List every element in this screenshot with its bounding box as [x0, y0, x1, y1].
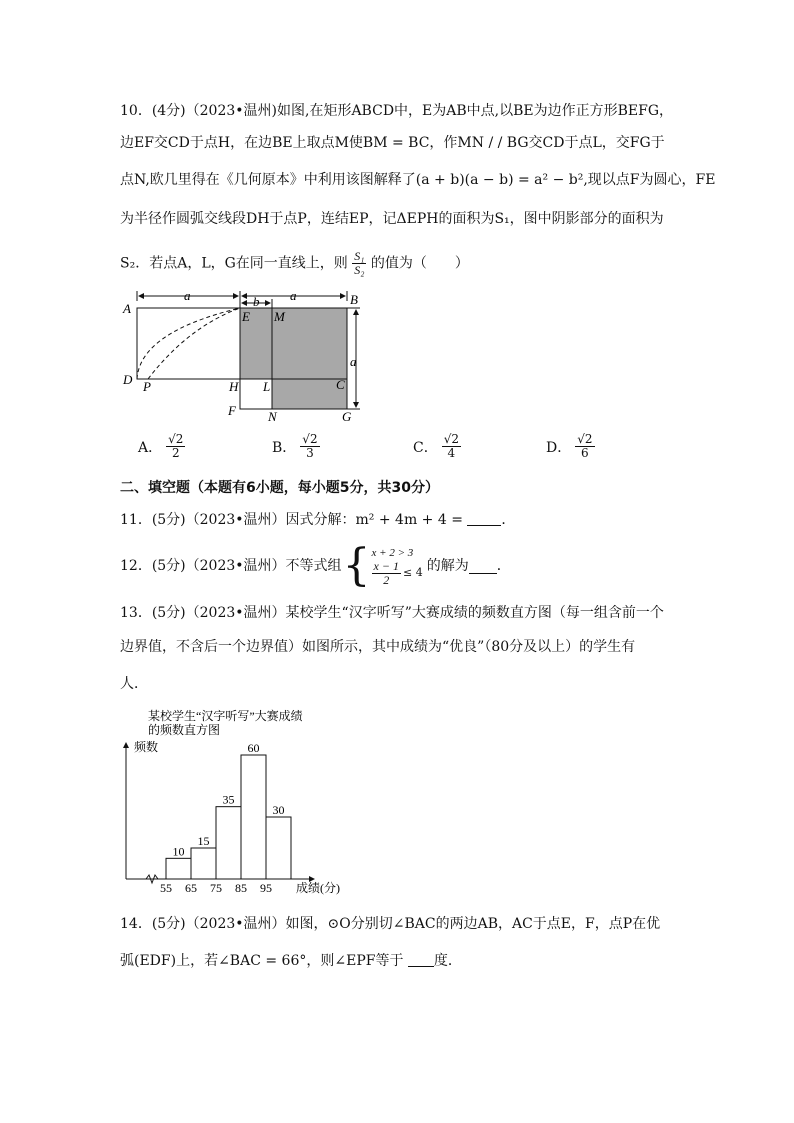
- q10-line5-text: S₂．若点A，L，G在同一直线上，则: [120, 255, 348, 272]
- option-c-frac: $\frac{√2}{4}$: [443, 432, 459, 460]
- option-d-frac: $\frac{√2}{6}$: [577, 432, 593, 460]
- x-tick-label: 85: [235, 881, 247, 895]
- label-a-top1: a: [184, 288, 191, 303]
- bar-65: [191, 848, 216, 879]
- dashed-ep: [148, 308, 240, 379]
- q13-line1: 13．(5分)（2023•温州）某校学生“汉字听写”大赛成绩的频数直方图（每一组含前一个: [120, 605, 664, 621]
- q10-line5-end: 的值为（ ）: [370, 255, 469, 272]
- bar-value-label: 35: [222, 792, 235, 807]
- q13-line2: 边界值，不含后一个边界值）如图所示，其中成绩为“优良”（80分及以上）的学生有: [120, 639, 636, 655]
- label-H: H: [229, 379, 239, 394]
- q11-text: 11．(5分)（2023•温州）因式分解：m² + 4m + 4 =: [120, 512, 463, 528]
- q12-post: 的解为: [426, 558, 469, 574]
- option-d-label: D．: [546, 439, 572, 456]
- histogram-chart: [118, 705, 368, 895]
- bar-75: [216, 807, 241, 879]
- bar-95: [266, 817, 291, 879]
- x-tick-label: 75: [210, 881, 222, 895]
- q14-line1: 14．(5分)（2023•温州）如图，⊙O分别切∠BAC的两边AB，AC于点E，F，点P在优: [120, 916, 661, 932]
- label-F: F: [228, 403, 236, 418]
- q10-frac-num: S₁: [354, 249, 365, 263]
- q10-line3: 点N,欧几里得在《几何原本》中利用该图解释了(a + b)(a − b) = a² − b²,现以点F为圆心，FE: [120, 172, 716, 188]
- label-b-top: b: [253, 294, 260, 309]
- q12-brace: {: [342, 540, 371, 591]
- label-N: N: [268, 409, 277, 422]
- q12-rel: ≤ 4: [402, 566, 423, 579]
- label-L: L: [263, 379, 271, 394]
- option-c[interactable]: [413, 433, 461, 460]
- chart-ylabel: 频数: [134, 740, 159, 754]
- section-heading: 二、填空题（本题有6小题，每小题5分，共30分）: [120, 480, 439, 496]
- q14-answer-blank[interactable]: [408, 952, 434, 967]
- x-tick-label: 95: [260, 881, 272, 895]
- bar-value-label: 10: [172, 844, 185, 859]
- label-E: E: [242, 309, 250, 324]
- q12-pre: 12．(5分)（2023•温州）不等式组: [120, 558, 342, 574]
- bar-55: [166, 858, 191, 879]
- bar-85: [241, 755, 266, 879]
- label-M: M: [274, 309, 285, 324]
- q10-line1: 10．(4分)（2023•温州)如图,在矩形ABCD中，E为AB中点,以BE为边作正方形BEFG，: [120, 103, 674, 119]
- bar-value-label: 60: [247, 741, 260, 755]
- chart-title-line1: 某校学生“汉字听写”大赛成绩: [148, 709, 303, 723]
- q12-system: [372, 546, 423, 587]
- option-b[interactable]: [272, 433, 320, 460]
- label-A: A: [123, 301, 131, 316]
- q10-line5: [120, 250, 469, 277]
- label-D: D: [123, 372, 133, 387]
- q10-line2: 边EF交CD于点H，在边BE上取点M使BM = BC，作MN / / BG交CD于点L，交FG于: [120, 135, 665, 151]
- option-d[interactable]: [546, 433, 595, 460]
- label-a-top2: a: [290, 288, 297, 303]
- chart-title-line2: 的频数直方图: [148, 723, 221, 737]
- q12-ineq1: x + 2 > 3: [371, 546, 414, 559]
- q11: 11．(5分)（2023•温州）因式分解：m² + 4m + 4 = ．: [120, 512, 516, 528]
- q10-figure: [118, 287, 368, 422]
- x-tick-label: 55: [160, 881, 172, 895]
- bar-value-label: 15: [197, 834, 210, 848]
- chart-xlabel: 成绩(分): [296, 881, 340, 895]
- label-P: P: [143, 379, 151, 394]
- option-b-label: B．: [272, 439, 297, 456]
- label-G: G: [342, 409, 352, 422]
- q12: 12．(5分)（2023•温州）不等式组 { x + 2 > 3 $\frac{x - 1}{2}$ ≤ 4 的解为 ．: [120, 540, 511, 591]
- shade-upper: [240, 308, 347, 379]
- q12-frac: $\frac{x - 1}{2}$: [373, 558, 399, 587]
- q14-line2-end: 度．: [433, 953, 462, 969]
- q12-answer-blank[interactable]: [469, 559, 497, 574]
- q10-frac-den: S₂: [354, 263, 365, 277]
- q10-fraction: [352, 250, 366, 277]
- q11-answer-blank[interactable]: [467, 511, 501, 526]
- q14-line2-text: 弧(EDF)上，若∠BAC = 66°，则∠EPF等于: [120, 953, 404, 969]
- q10-line4: 为半径作圆弧交线段DH于点P，连结EP，记ΔEPH的面积为S₁，图中阴影部分的面积为: [120, 211, 664, 227]
- q13-line3: 人．: [120, 676, 148, 692]
- x-tick-label: 65: [185, 881, 197, 895]
- option-a-label: A．: [138, 439, 163, 456]
- label-a-right: a: [350, 354, 357, 369]
- q14-line2: [120, 951, 462, 971]
- label-C: C: [336, 377, 345, 392]
- option-b-frac: $\frac{√2}{3}$: [302, 432, 318, 460]
- option-a-frac: $\frac{√2}{2}$: [168, 432, 184, 460]
- label-B: B: [350, 292, 358, 307]
- option-c-label: C．: [413, 439, 438, 456]
- bar-value-label: 30: [272, 803, 285, 817]
- option-a[interactable]: [138, 433, 185, 460]
- dashed-arc: [137, 308, 240, 379]
